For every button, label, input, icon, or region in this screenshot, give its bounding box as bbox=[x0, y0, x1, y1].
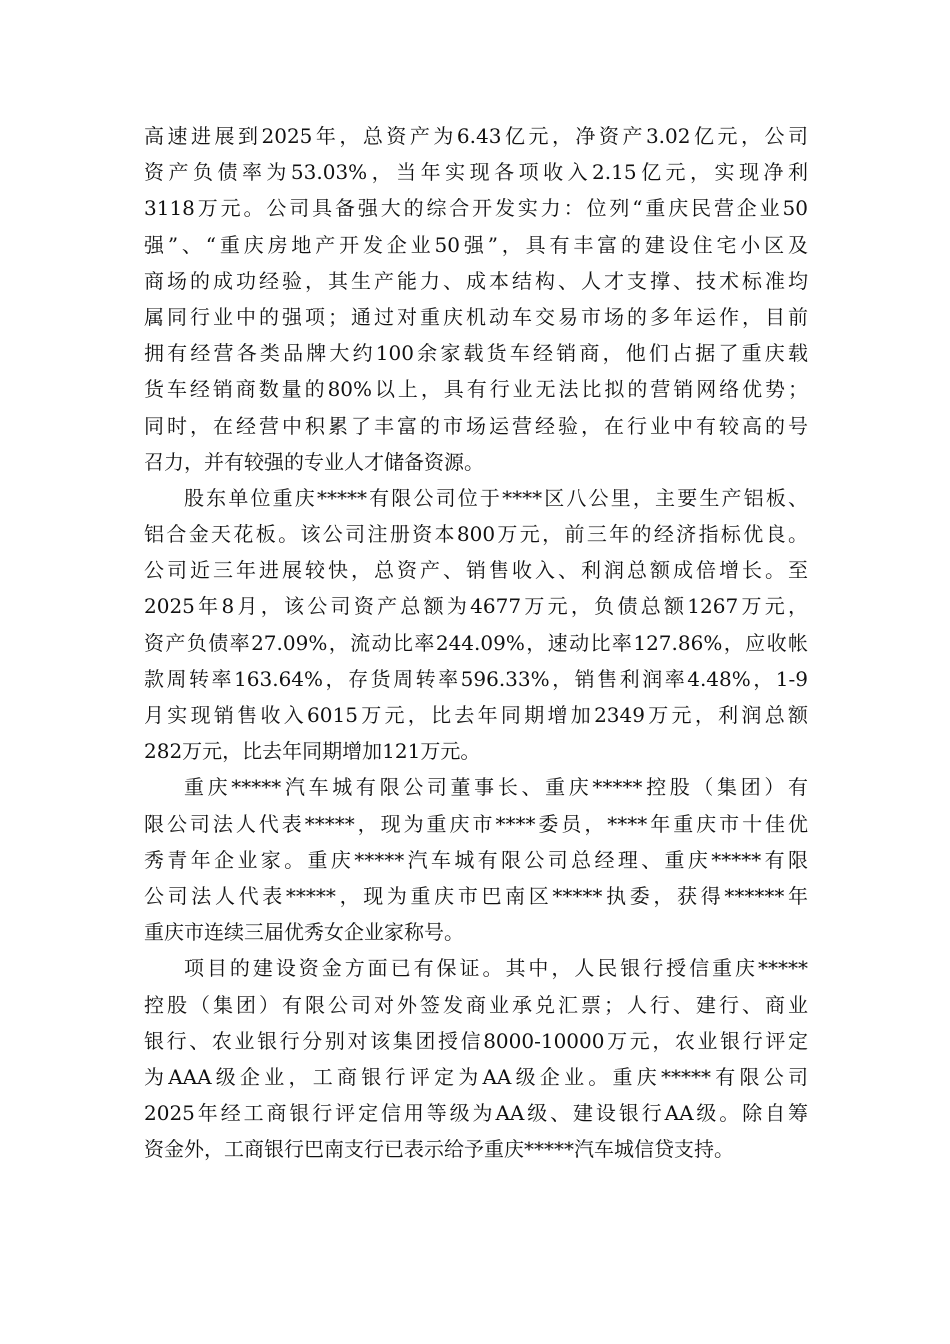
text-line: 为AAA级企业，工商银行评定为AA级企业。重庆*****有限公司 bbox=[144, 1064, 808, 1089]
text-line: 公司法人代表*****，现为重庆市巴南区*****执委，获得******年 bbox=[144, 883, 808, 908]
body-text bbox=[144, 118, 808, 1167]
text-line: 款周转率163.64%，存货周转率596.33%，销售利润率4.48%，1-9 bbox=[144, 666, 808, 691]
paragraph-2 bbox=[144, 480, 808, 770]
text-line: 282万元，比去年同期增加121万元。 bbox=[144, 739, 481, 764]
text-line: 秀青年企业家。重庆*****汽车城有限公司总经理、重庆*****有限 bbox=[144, 847, 808, 872]
text-line: 股东单位重庆*****有限公司位于****区八公里，主要生产铝板、 bbox=[184, 485, 808, 510]
text-line: 属同行业中的强项；通过对重庆机动车交易市场的多年运作，目前 bbox=[144, 304, 808, 329]
text-line: 货车经销商数量的80%以上，具有行业无法比拟的营销网络优势； bbox=[144, 377, 808, 402]
text-line: 限公司法人代表*****，现为重庆市****委员，****年重庆市十佳优 bbox=[144, 811, 808, 836]
text-line: 重庆*****汽车城有限公司董事长、重庆*****控股（集团）有 bbox=[184, 775, 808, 800]
text-line: 项目的建设资金方面已有保证。其中，人民银行授信重庆***** bbox=[184, 956, 808, 981]
text-line: 同时，在经营中积累了丰富的市场运营经验，在行业中有较高的号 bbox=[144, 413, 808, 438]
text-line: 高速进展到2025年，总资产为6.43亿元，净资产3.02亿元，公司 bbox=[144, 124, 808, 148]
text-line: 资金外，工商银行巴南支行已表示给予重庆*****汽车城信贷支持。 bbox=[144, 1137, 734, 1162]
paragraph-1 bbox=[144, 118, 808, 480]
paragraph-3 bbox=[144, 769, 808, 950]
text-line: 控股（集团）有限公司对外签发商业承兑汇票；人行、建行、商业 bbox=[144, 992, 808, 1017]
text-line: 拥有经营各类品牌大约100余家载货车经销商，他们占据了重庆载 bbox=[144, 341, 808, 366]
text-line: 召力，并有较强的专业人才储备资源。 bbox=[144, 449, 484, 474]
text-line: 公司近三年进展较快，总资产、销售收入、利润总额成倍增长。至 bbox=[144, 558, 808, 583]
text-line: 商场的成功经验，其生产能力、成本结构、人才支撑、技术标准均 bbox=[144, 268, 808, 293]
text-line: 2025年8月，该公司资产总额为4677万元，负债总额1267万元， bbox=[144, 594, 808, 619]
text-line: 3118万元。公司具备强大的综合开发实力：位列“重庆民营企业50 bbox=[144, 196, 808, 221]
text-line: 月实现销售收入6015万元，比去年同期增加2349万元，利润总额 bbox=[144, 703, 808, 727]
text-line: 银行、农业银行分别对该集团授信8000-10000万元，农业银行评定 bbox=[144, 1028, 808, 1053]
text-line: 重庆市连续三届优秀女企业家称号。 bbox=[144, 920, 464, 945]
text-line: 资产负债率为53.03%，当年实现各项收入2.15亿元，实现净利 bbox=[144, 160, 808, 185]
text-line: 资产负债率27.09%，流动比率244.09%，速动比率127.86%，应收帐 bbox=[144, 630, 808, 655]
paragraph-4 bbox=[144, 950, 808, 1167]
text-line: 强”、“重庆房地产开发企业50强”，具有丰富的建设住宅小区及 bbox=[144, 232, 808, 257]
text-line: 2025年经工商银行评定信用等级为AA级、建设银行AA级。除自筹 bbox=[144, 1101, 808, 1126]
text-line: 铝合金天花板。该公司注册资本800万元，前三年的经济指标优良。 bbox=[144, 522, 808, 547]
